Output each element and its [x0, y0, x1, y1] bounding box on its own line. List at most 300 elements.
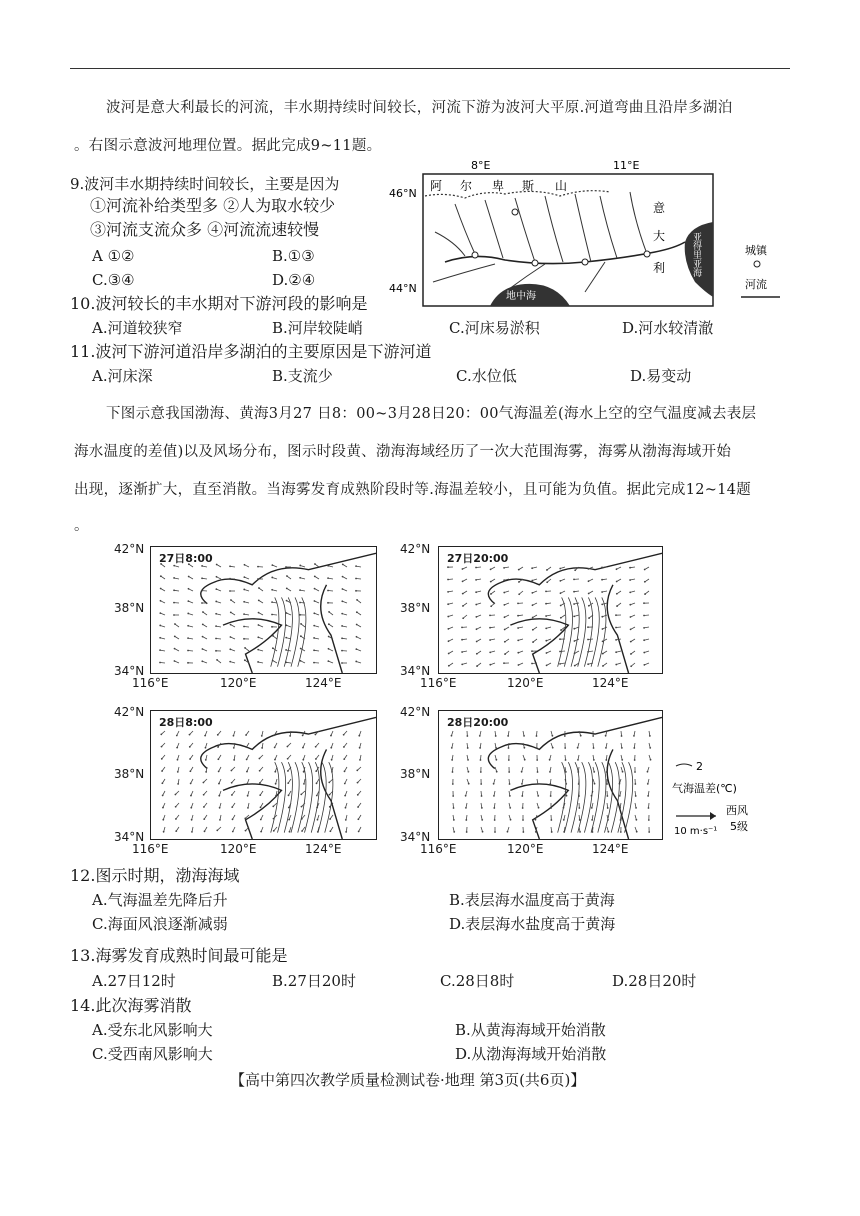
lon-124e-a: 124°E [305, 676, 342, 690]
wind-arrow-head [518, 593, 520, 595]
wind-arrow-head [229, 648, 231, 650]
wind-arrow-head [452, 771, 454, 773]
q11-option-b[interactable]: B.支流少 [272, 367, 333, 385]
wind-arrow-head [343, 758, 345, 760]
wind-arrow-head [531, 567, 533, 569]
fog-map-28-0800 [150, 710, 377, 840]
q10-option-b[interactable]: B.河岸较陡峭 [272, 319, 363, 337]
lat-42n-d: 42°N [400, 705, 431, 719]
q14-option-b[interactable]: B.从黄海海域开始消散 [455, 1021, 606, 1039]
lon-120e-b: 120°E [507, 676, 544, 690]
wind-arrow-head [232, 818, 234, 820]
wind-arrow-head [536, 735, 538, 737]
wind-arrow-head [342, 588, 344, 590]
wind-arrow-head [493, 783, 495, 785]
q12-option-a[interactable]: A.气海温差先降后升 [92, 891, 228, 909]
wind-arrow-head [247, 795, 249, 797]
wind-arrow-head [619, 807, 621, 809]
q13-option-d[interactable]: D.28日20时 [612, 972, 697, 990]
wind-arrow-head [503, 567, 505, 569]
wind-arrow-head [593, 747, 595, 749]
q9-statements-2: ③河流支流众多 ④河流流速较慢 [90, 220, 320, 239]
wind-arrow-head [587, 639, 589, 641]
wind-arrow-head [357, 782, 359, 784]
wind-arrow-head [341, 662, 343, 664]
wind-arrow-head [355, 661, 357, 663]
wind-arrow-head [489, 614, 491, 616]
wind-arrow-head [522, 831, 524, 833]
wind-arrow-head [243, 601, 245, 603]
wind-arrow-head [159, 637, 161, 639]
wind-arrow-head [202, 636, 204, 638]
wind-arrow-head [521, 783, 523, 785]
wind-arrow-head [650, 759, 652, 761]
wind-arrow-head [634, 759, 636, 761]
wind-arrow-head [522, 819, 524, 821]
wind-arrow-head [452, 795, 454, 797]
q12-stem: 12.图示时期，渤海海域 [70, 866, 240, 885]
wind-arrow-head [633, 735, 635, 737]
wind-arrow-head [328, 636, 330, 638]
lat-38n-a: 38°N [114, 601, 145, 615]
isoline [318, 762, 326, 832]
wind-arrow-head [328, 611, 330, 613]
q14-option-d[interactable]: D.从渤海海域开始消散 [455, 1045, 607, 1063]
isoline [305, 762, 313, 832]
wind-arrow-head [201, 577, 203, 579]
wind-arrow-head [229, 565, 231, 567]
wind-arrow-head [447, 591, 449, 593]
wind-arrow-head [531, 580, 533, 582]
wind-arrow-head [509, 795, 511, 797]
wind-arrow-head [481, 819, 483, 821]
wind-arrow-head [258, 599, 260, 601]
wind-arrow-head [232, 831, 234, 833]
wind-arrow-head [636, 831, 638, 833]
wind-arrow-head [202, 623, 204, 625]
wind-arrow-head [578, 807, 580, 809]
q10-option-a[interactable]: A.河道较狭窄 [92, 319, 183, 337]
wind-arrow-head [563, 819, 565, 821]
wind-arrow-head [643, 639, 645, 641]
wind-arrow-head [177, 759, 179, 761]
wind-arrow-head [288, 819, 290, 821]
wind-arrow-head [303, 783, 305, 785]
mediterranean-label: 地中海 [506, 291, 536, 302]
wind-arrow-head [342, 576, 344, 578]
intro-po-line1: 波河是意大利最长的河流，丰水期持续时间较长，河流下游为波河大平原.河道弯曲且沿岸多湖泊 [106, 100, 733, 116]
wind-arrow-head [229, 661, 231, 663]
wind-arrow-head [461, 626, 463, 628]
wind-arrow-head [509, 807, 511, 809]
wind-arrow-head [316, 782, 318, 784]
coastline-north [201, 717, 376, 768]
page-footer: 【高中第四次教学质量检测试卷·地理 第3页(共6页)】 [230, 1071, 586, 1089]
wind-arrow-head [643, 615, 645, 617]
wind-arrow-head [176, 747, 178, 749]
q9-option-c[interactable]: C.③④ [92, 271, 135, 289]
wind-arrow-head [288, 807, 290, 809]
wind-arrow-head [588, 580, 590, 582]
wind-arrow-head [190, 783, 192, 785]
coastline-shandong [223, 784, 282, 839]
wind-arrow-head [259, 770, 261, 772]
wind-arrow-head [577, 771, 579, 773]
wind-arrow-head [300, 660, 302, 662]
wind-arrow-head [217, 734, 219, 736]
wind-arrow-head [566, 795, 568, 797]
wind-arrow-head [260, 819, 262, 821]
intro-fog-line4: 。 [74, 518, 89, 534]
wind-arrow-head [565, 783, 567, 785]
wind-arrow-head [504, 641, 506, 643]
wind-arrow-head [565, 759, 567, 761]
wind-arrow-head [523, 735, 525, 737]
wind-arrow-head [507, 735, 509, 737]
wind-arrow-head [315, 758, 317, 760]
wind-arrow-head [462, 617, 464, 619]
wind-arrow-head [644, 569, 646, 571]
wind-arrow-head [619, 783, 621, 785]
wind-arrow-head [545, 640, 547, 642]
wind-arrow-head [272, 805, 274, 807]
q12-option-b[interactable]: B.表层海水温度高于黄海 [449, 891, 615, 909]
q10-option-c[interactable]: C.河床易淤积 [449, 319, 540, 337]
wind-arrow-head [538, 807, 540, 809]
wind-arrow-head [343, 734, 345, 736]
q13-option-a[interactable]: A.27日12时 [92, 972, 176, 990]
wind-arrow-head [532, 629, 534, 631]
wind-arrow-head [535, 831, 537, 833]
wind-arrow-head [592, 735, 594, 737]
wind-arrow-head [606, 771, 608, 773]
wind-arrow-head [174, 635, 176, 637]
wind-arrow-head [300, 623, 302, 625]
q14-stem: 14.此次海雾消散 [70, 996, 192, 1015]
wind-arrow-head [260, 831, 262, 833]
q9-option-d[interactable]: D.②④ [272, 271, 316, 289]
wind-arrow-head [560, 629, 562, 631]
wind-arrow-head [329, 830, 331, 832]
wind-arrow-head [549, 771, 551, 773]
wind-arrow-head [591, 795, 593, 797]
wind-arrow-head [341, 650, 343, 652]
wind-arrow-head [299, 614, 301, 616]
wind-arrow-head [257, 636, 259, 638]
wind-arrow-head [476, 628, 478, 630]
wind-arrow-head [257, 566, 259, 568]
q9-statements-1: ①河流补给类型多 ②人为取水较少 [90, 196, 336, 215]
wind-arrow-head [357, 806, 359, 808]
q11-option-a[interactable]: A.河床深 [92, 367, 153, 385]
wind-arrow-head [344, 783, 346, 785]
wind-arrow-head [258, 587, 260, 589]
wind-arrow-head [160, 588, 162, 590]
wind-arrow-head [573, 628, 575, 630]
lon-116e-b: 116°E [420, 676, 457, 690]
wind-arrow-head [490, 593, 492, 595]
wind-arrow-head [605, 735, 607, 737]
wind-arrow-head [475, 567, 477, 569]
q9-stem: 9.波河丰水期持续时间较长，主要是因为 [70, 175, 340, 193]
wind-arrow-head [607, 819, 609, 821]
wind-arrow-head [521, 795, 523, 797]
wind-arrow-head [204, 735, 206, 737]
wind-arrow-head [231, 806, 233, 808]
wind-arrow-head [327, 590, 329, 592]
wind-arrow-head [188, 576, 190, 578]
isoline [591, 597, 599, 666]
wind-arrow-head [629, 591, 631, 593]
q11-option-c[interactable]: C.水位低 [456, 367, 517, 385]
lat-38n-b: 38°N [400, 601, 431, 615]
wind-arrow-head [302, 735, 304, 737]
wind-arrow-head [620, 831, 622, 833]
wind-arrow-head [489, 627, 491, 629]
wind-arrow-head [288, 794, 290, 796]
wind-arrow-head [545, 590, 547, 592]
wind-arrow-head [161, 746, 163, 748]
wind-arrow-head [216, 564, 218, 566]
wind-arrow-head [203, 818, 205, 820]
wind-arrow-head [580, 735, 582, 737]
wind-arrow-head [299, 577, 301, 579]
wind-arrow-head [462, 605, 464, 607]
q14-option-a[interactable]: A.受东北风影响大 [92, 1021, 213, 1039]
wind-arrow-head [648, 831, 650, 833]
wind-arrow-head [161, 782, 163, 784]
legend-wind-speed: 10 m·s⁻¹ [674, 826, 718, 837]
wind-arrow-head [300, 648, 302, 650]
isoline [598, 762, 606, 832]
wind-arrow-head [315, 770, 317, 772]
wind-arrow-head [243, 638, 245, 640]
lon-116e-d: 116°E [420, 842, 457, 856]
wind-arrow-head [647, 795, 649, 797]
lat-44n-label: 44°N [389, 282, 417, 295]
wind-arrow-head [579, 819, 581, 821]
wind-arrow-head [355, 565, 357, 567]
isoline [618, 762, 626, 832]
wind-arrow-head [507, 831, 509, 833]
wind-arrow-head [218, 771, 220, 773]
q13-option-b[interactable]: B.27日20时 [272, 972, 356, 990]
wind-arrow-head [495, 747, 497, 749]
wind-arrow-head [494, 831, 496, 833]
lat-42n-a: 42°N [114, 542, 145, 556]
wind-arrow-head [174, 623, 176, 625]
wind-arrow-head [461, 639, 463, 641]
q14-option-c[interactable]: C.受西南风影响大 [92, 1045, 213, 1063]
wind-arrow-head [188, 588, 190, 590]
wind-arrow-head [504, 629, 506, 631]
q9-option-a[interactable]: A ①② [92, 247, 135, 265]
wind-arrow-head [466, 735, 468, 737]
wind-arrow-head [518, 581, 520, 583]
wind-arrow-head [356, 636, 358, 638]
wind-arrow-head [357, 818, 359, 820]
wind-arrow-head [331, 759, 333, 761]
wind-arrow-head [271, 626, 273, 628]
wind-arrow-head [216, 659, 218, 661]
wind-arrow-head [476, 665, 478, 667]
wind-arrow-head [630, 665, 632, 667]
wind-arrow-head [272, 635, 274, 637]
wind-arrow-head [643, 602, 645, 604]
wind-arrow-head [358, 735, 360, 737]
wind-arrow-head [622, 771, 624, 773]
q13-stem: 13.海雾发育成熟时间最可能是 [70, 946, 288, 965]
wind-arrow-head [551, 735, 553, 737]
isoline [625, 762, 633, 832]
isoline [278, 762, 286, 832]
wind-arrow-head [537, 795, 539, 797]
coastline-north [488, 717, 662, 768]
alps-label-1: 阿 [430, 179, 443, 193]
fog-map-27-2000 [438, 546, 663, 674]
wind-arrow-head [176, 735, 178, 737]
wind-arrow-head [564, 747, 566, 749]
wind-arrow-head [462, 568, 464, 570]
coastline-korea [321, 585, 343, 673]
wind-arrow-head [174, 648, 176, 650]
wind-arrow-head [189, 758, 191, 760]
wind-arrow-head [522, 807, 524, 809]
wind-arrow-head [274, 771, 276, 773]
wind-arrow-head [243, 613, 245, 615]
wind-arrow-head [230, 636, 232, 638]
wind-arrow-head [187, 613, 189, 615]
wind-arrow-head [329, 818, 331, 820]
lon-120e-a: 120°E [220, 676, 257, 690]
wind-arrow-head [261, 747, 263, 749]
wind-arrow-head [606, 783, 608, 785]
wind-arrow-head [647, 783, 649, 785]
wind-arrow-head [489, 664, 491, 666]
wind-arrow-head [287, 770, 289, 772]
wind-arrow-head [345, 807, 347, 809]
lon-124e-d: 124°E [592, 842, 629, 856]
wind-arrow-head [175, 794, 177, 796]
wind-arrow-head [286, 600, 288, 602]
wind-arrow-head [468, 783, 470, 785]
wind-arrow-head [616, 568, 618, 570]
wind-arrow-head [191, 819, 193, 821]
wind-arrow-head [203, 782, 205, 784]
wind-arrow-head [537, 783, 539, 785]
wind-arrow-head [606, 795, 608, 797]
isoline [578, 762, 586, 832]
wind-arrow-head [173, 577, 175, 579]
wind-arrow-head [314, 588, 316, 590]
lon-116e-a: 116°E [132, 676, 169, 690]
wind-arrow-head [447, 603, 449, 605]
alps-label-5: 山 [555, 179, 568, 193]
wind-arrow-head [563, 807, 565, 809]
wind-arrow-head [189, 770, 191, 772]
wind-arrow-head [504, 616, 506, 618]
wind-arrow-head [601, 579, 603, 581]
isoline [584, 762, 592, 832]
wind-arrow-head [593, 759, 595, 761]
wind-arrow-head [231, 794, 233, 796]
isoline [571, 597, 579, 666]
wind-arrow-head [578, 795, 580, 797]
isoline [591, 762, 599, 832]
wind-arrow-head [358, 831, 360, 833]
wind-arrow-head [508, 759, 510, 761]
wind-arrow-head [489, 639, 491, 641]
wind-arrow-head [217, 758, 219, 760]
wind-arrow-head [490, 605, 492, 607]
wind-arrow-head [517, 602, 519, 604]
wind-arrow-head [559, 638, 561, 640]
wind-arrow-head [330, 747, 332, 749]
wind-arrow-head [649, 735, 651, 737]
wind-arrow-head [229, 590, 231, 592]
q9-option-b[interactable]: B.①③ [272, 247, 315, 265]
wind-arrow-head [261, 735, 263, 737]
wind-arrow-head [462, 580, 464, 582]
lon-120e-d: 120°E [507, 842, 544, 856]
wind-arrow-head [328, 623, 330, 625]
q12-option-c[interactable]: C.海面风浪逐渐减弱 [92, 915, 228, 933]
wind-arrow-head [313, 612, 315, 614]
wind-arrow-head [503, 662, 505, 664]
wind-arrow-head [329, 794, 331, 796]
wind-arrow-head [480, 759, 482, 761]
wind-arrow-head [328, 781, 330, 783]
wind-arrow-head [301, 830, 303, 832]
wind-arrow-head [247, 807, 249, 809]
wind-arrow-head [649, 747, 651, 749]
wind-arrow-head [573, 591, 575, 593]
adriatic-label: 亚得里亚海 [691, 232, 701, 277]
wind-arrow-head [621, 759, 623, 761]
wind-arrow-head [246, 771, 248, 773]
italy-label-1: 意 [653, 201, 666, 215]
wind-arrow-head [545, 615, 547, 617]
wind-arrow-head [521, 771, 523, 773]
wind-arrow-head [344, 795, 346, 797]
wind-arrow-head [314, 563, 316, 565]
wind-arrow-head [328, 648, 330, 650]
wind-arrow-head [615, 651, 617, 653]
q12-option-d[interactable]: D.表层海水盐度高于黄海 [449, 915, 616, 933]
lon-11e-label: 11°E [613, 159, 640, 172]
wind-arrow-head [480, 783, 482, 785]
wind-arrow-head [559, 580, 561, 582]
wind-arrow-head [161, 770, 163, 772]
wind-arrow-head [274, 747, 276, 749]
wind-arrow-head [316, 795, 318, 797]
q13-option-c[interactable]: C.28日8时 [440, 972, 515, 990]
q10-option-d[interactable]: D.河水较清澈 [622, 319, 714, 337]
fog-map-legend [672, 760, 772, 850]
wind-arrow-head [257, 661, 259, 663]
q10-stem: 10.波河较长的丰水期对下游河段的影响是 [70, 294, 368, 313]
q11-option-d[interactable]: D.易变动 [630, 367, 692, 385]
wind-arrow-head [162, 795, 164, 797]
wind-arrow-head [447, 566, 449, 568]
wind-arrow-head [202, 611, 204, 613]
wind-arrow-head [462, 593, 464, 595]
legend-west-label: 西风 [726, 804, 748, 817]
wind-arrow-head [648, 819, 650, 821]
wind-arrow-head [218, 783, 220, 785]
wind-arrow-head [447, 628, 449, 630]
wind-arrow-head [285, 637, 287, 639]
